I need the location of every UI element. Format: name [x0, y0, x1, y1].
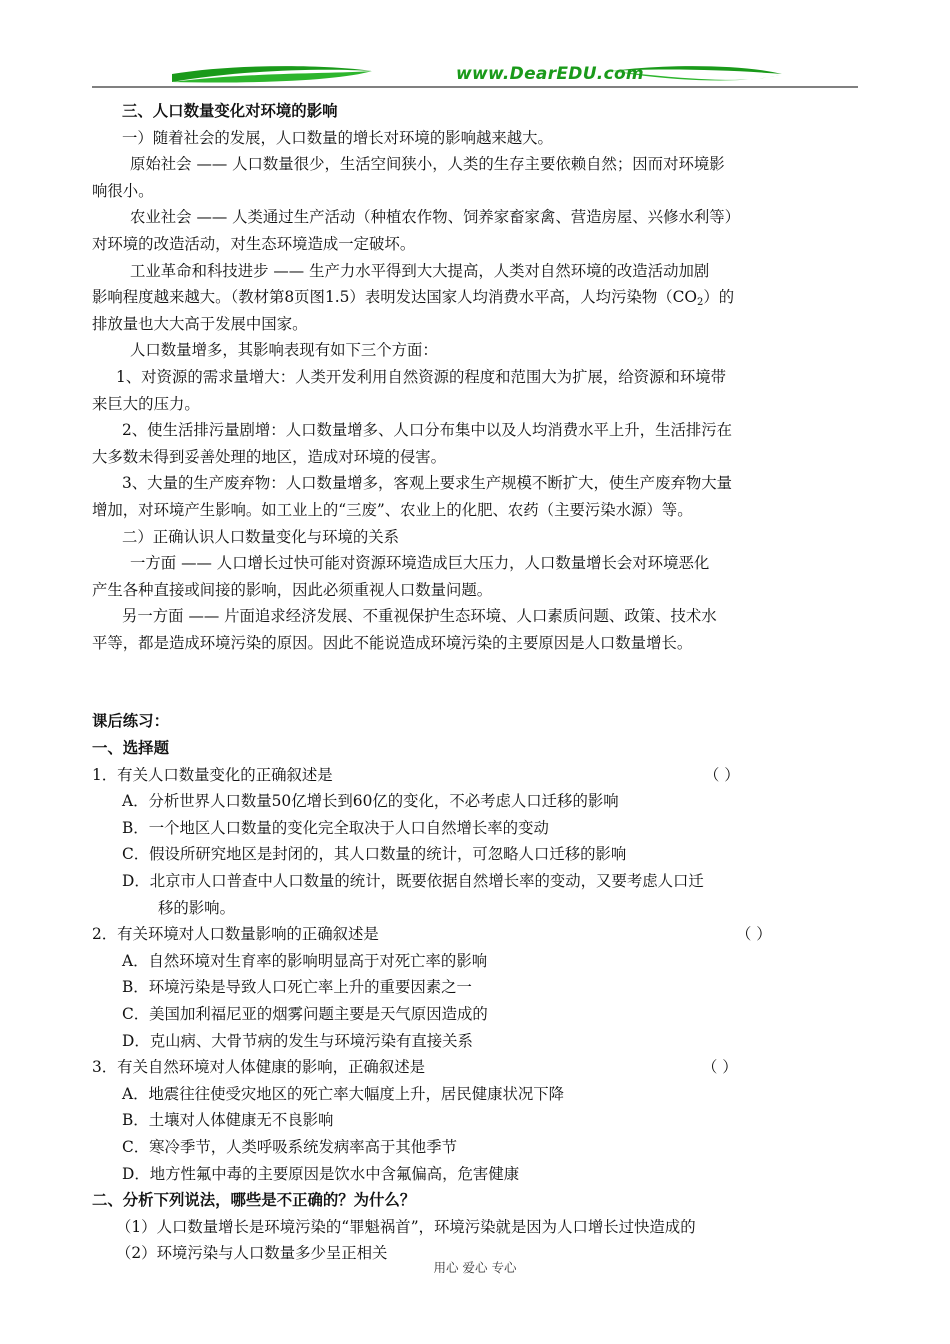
part-2-title: 二、分析下列说法，哪些是不正确的？为什么？ — [92, 1191, 416, 1210]
statement-2: （2）环境污染与人口数量多少呈正相关 — [116, 1244, 388, 1263]
question-1-stem — [92, 762, 864, 789]
question-1-option-d: D．北京市人口普查中人口数量的统计，既要依据自然增长率的变动，又要考虑人口迁 — [122, 872, 704, 891]
question-1-option-a: A．分析世界人口数量50亿增长到60亿的变化，不必考虑人口迁移的影响 — [122, 792, 619, 811]
subsection-2-title: 二）正确认识人口数量变化与环境的关系 — [122, 527, 400, 546]
section-3-title: 三、人口数量变化对环境的影响 — [122, 102, 338, 120]
question-2-stem — [92, 921, 864, 948]
industrial-line-2-end: ）的 — [703, 288, 735, 307]
question-1-option-d-continued: 移的影响。 — [158, 898, 235, 917]
question-3-option-d: D．地方性氟中毒的主要原因是饮水中含氟偏高，危害健康 — [122, 1164, 520, 1183]
point-2-line-2: 大多数未得到妥善处理的地区，造成对环境的侵害。 — [92, 447, 446, 466]
question-3-answer-bracket: （ ） — [702, 1058, 738, 1077]
section-spacer — [92, 656, 864, 708]
point-3-line-1: 3、大量的生产废弃物：人口数量增多，客观上要求生产规模不断扩大，使生产废弃物大量 — [122, 474, 733, 493]
question-1-option-b: B．一个地区人口数量的变化完全取决于人口自然增长率的变动 — [122, 818, 549, 837]
industrial-revolution-line-1: 工业革命和科技进步 —— 生产力水平得到大大提高，人类对自然环境的改造活动加剧 — [130, 261, 710, 280]
one-hand-line-2: 产生各种直接或间接的影响，因此必须重视人口数量问题。 — [92, 580, 493, 599]
co2-subscript: 2 — [697, 297, 704, 309]
question-2-answer-bracket: （ ） — [736, 925, 772, 944]
other-hand-line-2: 平等，都是造成环境污染的原因。因此不能说造成环境污染的主要原因是人口数量增长。 — [92, 633, 693, 652]
document-body — [92, 98, 864, 1267]
question-3-option-c: C．寒冷季节，人类呼吸系统发病率高于其他季节 — [122, 1137, 457, 1156]
other-hand-line-1: 另一方面 —— 片面追求经济发展、不重视保护生态环境、人口素质问题、政策、技术水 — [122, 607, 717, 626]
agricultural-society-line-2: 对环境的改造活动，对生态环境造成一定破坏。 — [92, 234, 416, 253]
question-2-text: 2．有关环境对人口数量影响的正确叙述是 — [92, 925, 379, 944]
point-1-line-2: 来巨大的压力。 — [92, 394, 200, 413]
agricultural-society-line-1: 农业社会 —— 人类通过生产活动（种植农作物、饲养家畜家禽、营造房屋、兴修水利等） — [130, 208, 741, 227]
industrial-line-2-text: 影响程度越来越大。（教材第8页图1.5）表明发达国家人均消费水平高，人均污染物（CO — [92, 288, 698, 307]
point-3-line-2: 增加，对环境产生影响。如工业上的“三废”、农业上的化肥、农药（主要污染水源）等。 — [92, 500, 693, 519]
question-1-answer-bracket: （ ） — [704, 765, 740, 784]
point-2-line-1: 2、使生活排污量剧增：人口数量增多、人口分布集中以及人均消费水平上升，生活排污在 — [122, 421, 733, 440]
question-1-option-c: C．假设所研究地区是封闭的，其人口数量的统计，可忽略人口迁移的影响 — [122, 845, 627, 864]
statement-1: （1）人口数量增长是环境污染的“罪魁祸首”，环境污染就是因为人口增长过快造成的 — [116, 1217, 696, 1236]
question-3-option-b: B．土壤对人体健康无不良影响 — [122, 1111, 334, 1130]
question-2-option-c: C．美国加利福尼亚的烟雾问题主要是天气原因造成的 — [122, 1005, 488, 1023]
industrial-revolution-line-3: 排放量也大大高于发展中国家。 — [92, 314, 308, 333]
page-header — [92, 58, 858, 90]
population-increase-intro: 人口数量增多，其影响表现有如下三个方面： — [130, 341, 438, 360]
primitive-society-line-1: 原始社会 —— 人口数量很少，生活空间狭小，人类的生存主要依赖自然；因而对环境影 — [130, 155, 725, 174]
question-2-option-b: B．环境污染是导致人口死亡率上升的重要因素之一 — [122, 978, 472, 997]
question-2-option-a: A．自然环境对生育率的影响明显高于对死亡率的影响 — [122, 951, 488, 970]
question-2-option-d: D．克山病、大骨节病的发生与环境污染有直接关系 — [122, 1031, 473, 1050]
subsection-1-title: 一）随着社会的发展，人口数量的增长对环境的影响越来越大。 — [122, 128, 553, 147]
question-3-text: 3．有关自然环境对人体健康的影响，正确叙述是 — [92, 1058, 425, 1077]
page-footer: 用心 爱心 专心 — [433, 1260, 517, 1275]
part-1-title: 一、选择题 — [92, 739, 169, 758]
header-logo-text: www.DearEDU.com — [456, 64, 644, 84]
exercise-title: 课后练习： — [92, 712, 169, 731]
point-1-line-1: 1、对资源的需求量增大：人类开发利用自然资源的程度和范围大为扩展，给资源和环境带 — [116, 367, 727, 386]
industrial-revolution-line-2 — [92, 284, 864, 311]
question-3-stem — [92, 1054, 864, 1081]
question-1-text: 1．有关人口数量变化的正确叙述是 — [92, 765, 333, 784]
primitive-society-line-2: 响很小。 — [92, 181, 154, 200]
one-hand-line-1: 一方面 —— 人口增长过快可能对资源环境造成巨大压力，人口数量增长会对环境恶化 — [130, 554, 710, 573]
question-3-option-a: A．地震往往使受灾地区的死亡率大幅度上升，居民健康状况下降 — [122, 1084, 565, 1103]
